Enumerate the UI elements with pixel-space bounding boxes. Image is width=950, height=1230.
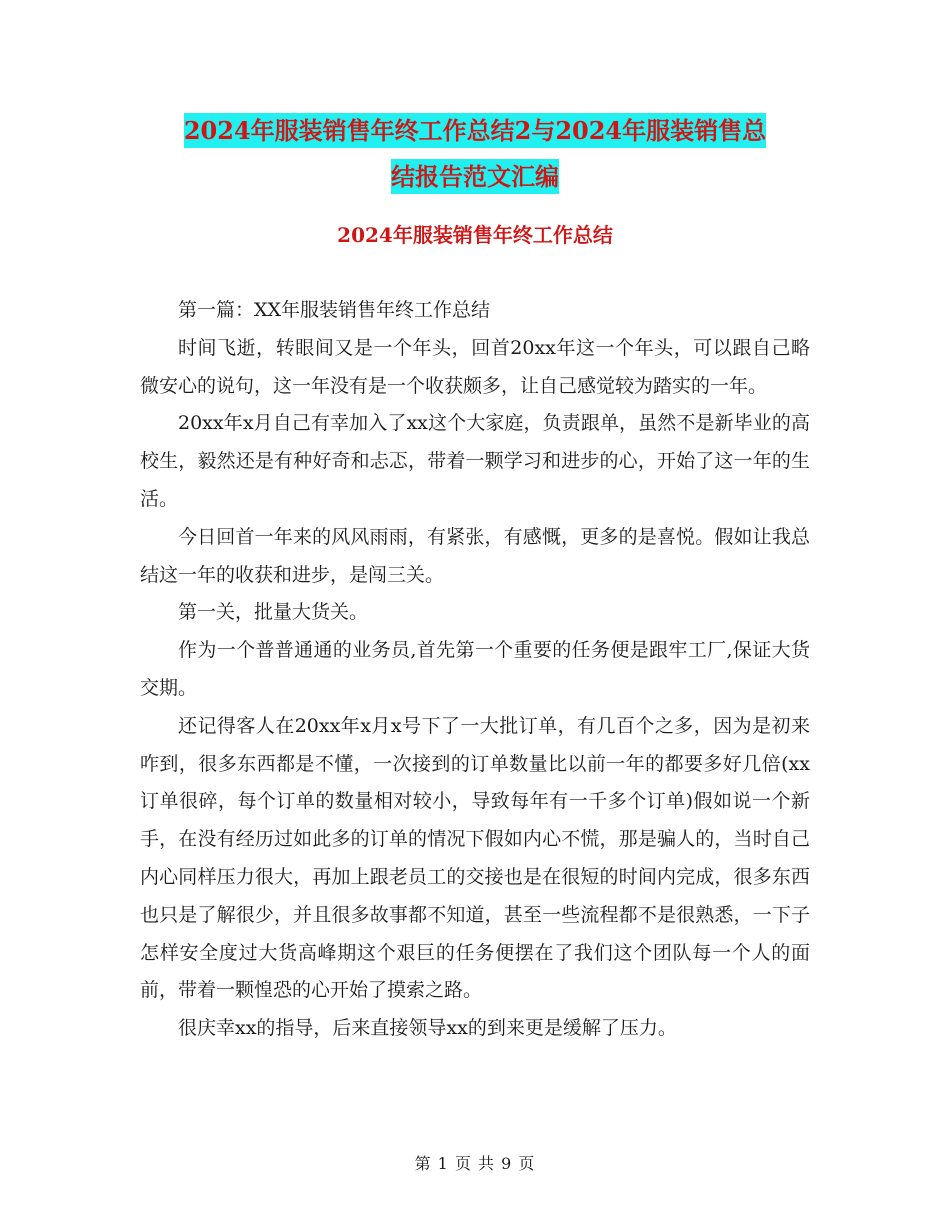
paragraph: 第一关，批量大货关。 (178, 601, 369, 624)
paragraph: 时间飞逝，转眼间又是一个年头，回首20xx年这一个年头，可以跟自己略微安心的说句，这一年没有是一个收获颇多，让自己感觉较为踏实的一年。 (140, 336, 810, 397)
section-title: 2024年服装销售年终工作总结 (337, 223, 613, 247)
document-title (140, 108, 810, 200)
paragraph: 作为一个普普通通的业务员,首先第一个重要的任务便是跟牢工厂,保证大货交期。 (140, 639, 810, 699)
body-text (140, 292, 810, 1048)
paragraph: 第一篇：XX年服装销售年终工作总结 (178, 299, 491, 321)
title-line-1: 2024年服装销售年终工作总结2与2024年服装销售总 (184, 113, 766, 148)
paragraph: 还记得客人在20xx年x月x号下了一大批订单，有几百个之多，因为是初来咋到，很多东西都是不懂，一次接到的订单数量比以前一年的都要多好几倍(xx订单很碎，每个订单的数量相对较小，导致每年有一千多个订单)假如说一个新手，在没有经历过如此多的订单的情况下假如内心不慌，那是骗人的，当时自己内心同样压力很大，再加上跟老员工的交接也是在很短的时间内完成，很多东西也只是了解很少，并且很多故事都不知道，甚至一些流程都不是很熟悉，一下子怎样安全度过大货高峰期这个艰巨的任务便摆在了我们这个团队每一个人的面前，带着一颗惶恐的心开始了摸索之路。 (140, 714, 810, 1002)
page-footer: 第 1 页 共 9 页 (414, 1154, 536, 1173)
paragraph: 很庆幸xx的指导，后来直接领导xx的到来更是缓解了压力。 (178, 1017, 677, 1040)
title-line-2: 结报告范文汇编 (391, 159, 559, 194)
paragraph: 今日回首一年来的风风雨雨，有紧张，有感慨，更多的是喜悦。假如让我总结这一年的收获和进步，是闯三关。 (140, 525, 810, 586)
paragraph: 20xx年x月自己有幸加入了xx这个大家庭，负责跟单，虽然不是新毕业的高校生，毅然还是有种好奇和忐忑，带着一颗学习和进步的心，开始了这一年的生活。 (140, 412, 810, 510)
